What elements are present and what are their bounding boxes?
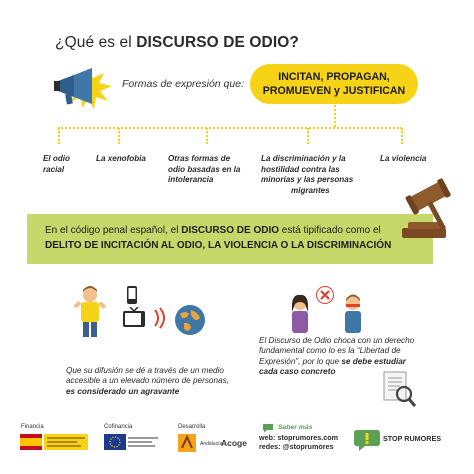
connector-drop-1 <box>58 128 60 144</box>
megaphone-icon <box>52 66 114 110</box>
incitan-pill: INCITAN, PROPAGAN, PROMUEVEN y JUSTIFICAN <box>250 64 418 104</box>
andalucia-acoge-logo <box>178 434 196 452</box>
person-silent-icon <box>289 294 311 334</box>
person-icon <box>72 286 108 338</box>
footer-cofinancia-label: Cofinancia <box>104 424 133 430</box>
person-gagged-icon <box>342 294 364 334</box>
form-item-xenofobia: La xenofobia <box>96 154 146 163</box>
footer-desarrolla-label: Desarrolla <box>178 424 206 430</box>
footer-acoge: Acoge <box>221 438 247 448</box>
spain-flag-icon <box>20 434 42 450</box>
globe-icon <box>174 304 206 336</box>
connector-drop-2 <box>118 128 120 144</box>
gavel-icon <box>396 178 458 242</box>
connector-drop-5 <box>401 128 403 144</box>
difusion-caption: Que su difusión se dé a través de un medio accesible a un elevado número de personas, es considerado un agravante <box>66 366 229 396</box>
form-item-violencia: La violencia <box>380 154 427 163</box>
page-title: ¿Qué es el DISCURSO DE ODIO? <box>55 34 299 51</box>
eu-fund-logo <box>128 434 158 450</box>
form-item-intolerancia: Otras formas de odio basadas en la intolerancia <box>168 154 241 184</box>
cross-mark-icon <box>316 286 334 304</box>
libertad-caption: El Discurso de Odio choca con un derecho fundamental como lo es la “Libertad de Expresión”, por lo que se debe estudiar cada caso concreto <box>259 336 415 377</box>
ministry-logo <box>44 434 88 450</box>
saber-mas-label: Saber más <box>278 424 313 431</box>
connector-horizontal <box>58 127 402 129</box>
penal-code-line1: En el código penal español, el DISCURSO DE ODIO está tipificado como el <box>45 225 381 236</box>
formas-label: Formas de expresión que: <box>122 78 244 90</box>
document-magnifier-icon <box>382 370 416 408</box>
form-item-racial: El odio racial <box>43 154 70 174</box>
stop-rumores-label: STOP RUMORES <box>383 434 442 443</box>
connector-drop-3 <box>206 128 208 144</box>
eu-flag-icon <box>104 434 126 450</box>
footer-links <box>259 433 338 451</box>
television-icon <box>122 307 146 329</box>
signal-waves-icon <box>152 306 170 330</box>
penal-code-line2: DELITO DE INCITACIÓN AL ODIO, LA VIOLENCIA O LA DISCRIMINACIÓN <box>45 240 392 251</box>
stop-rumores-logo-icon <box>353 428 381 452</box>
penal-code-band <box>27 214 433 264</box>
mobile-phone-icon <box>126 286 138 304</box>
form-item-discriminacion: La discriminación y la hostilidad contra las minorías y las personas migrantes <box>261 154 354 195</box>
connector-drop-4 <box>307 128 309 144</box>
connector-vertical <box>334 105 336 127</box>
footer-web-link[interactable]: web: stoprumores.com <box>259 433 339 442</box>
speech-bubble-icon <box>262 423 274 433</box>
footer-financia-label: Financia <box>21 424 44 430</box>
footer-andalucia: Andalucía <box>200 441 223 447</box>
footer-redes-link[interactable]: redes: @stoprumores <box>259 442 334 451</box>
